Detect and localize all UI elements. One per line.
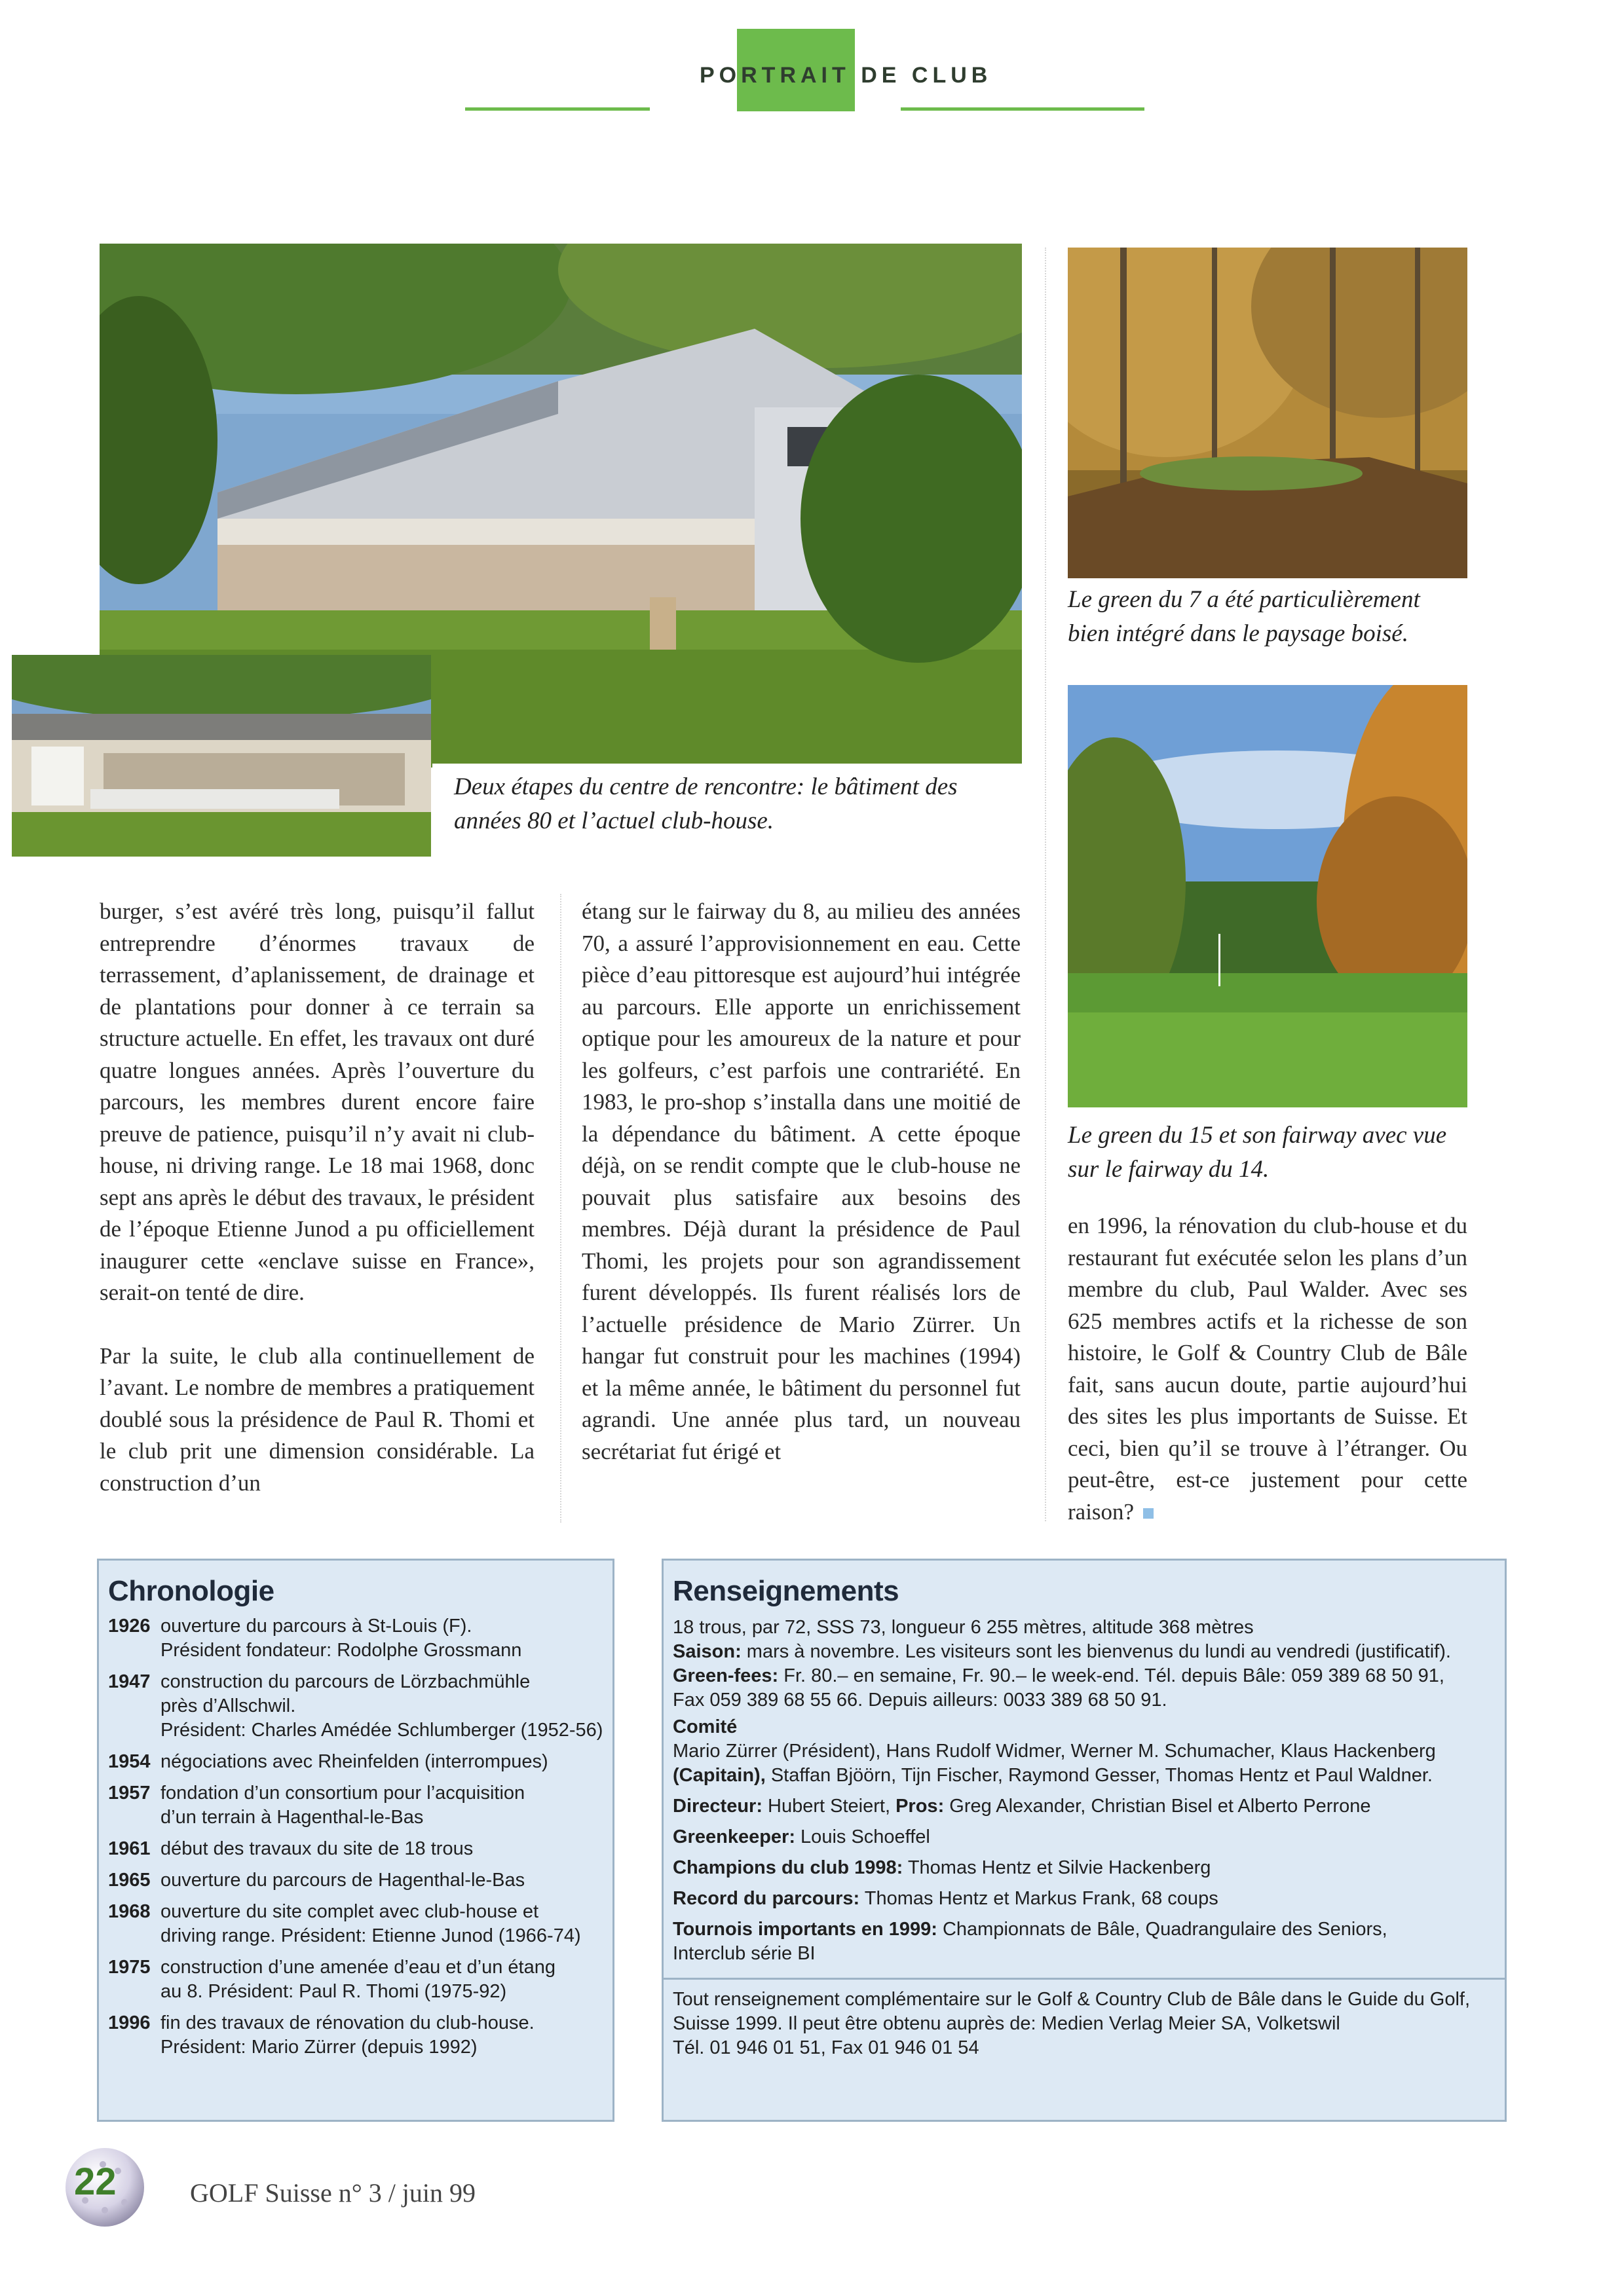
article-column-3 bbox=[1068, 1210, 1467, 1528]
page-number: 22 bbox=[74, 2160, 117, 2203]
section-title: PORTRAIT DE CLUB bbox=[700, 63, 992, 88]
chronologie-entry bbox=[108, 1900, 612, 1948]
column-divider bbox=[560, 894, 561, 1523]
greenkeeper-label: Greenkeeper: bbox=[673, 1826, 795, 1847]
greenfees-label: Green-fees: bbox=[673, 1665, 779, 1686]
chronologie-entry bbox=[108, 1837, 612, 1861]
chronologie-line: fin des travaux de rénovation du club-house. bbox=[160, 2012, 535, 2033]
chronologie-year: 1996 bbox=[108, 2012, 151, 2033]
paragraph: burger, s’est avéré très long, puisqu’il fallut entreprendre d’énormes travaux de terrassement, d’aplanissement, de drainage et de plantations pour donner à ce terrain sa structure actuelle. En effet, les travaux ont duré quatre longues années. Après l’ouverture du parcours, les membres durent encore faire preuve de patience, puisqu’il n’y avait ni club-house, ni driving range. Le 18 mai 1968, donc sept ans après le début des travaux, le président de l’époque Etienne Junod a pu officiellement inaugurer cette «enclave suisse en France», serait-on tenté de dire. bbox=[100, 898, 535, 1305]
comite-president: Mario Zürrer (Président), bbox=[673, 1741, 881, 1762]
chronologie-line: au 8. Président: Paul R. Thomi (1975-92) bbox=[160, 1981, 507, 2002]
champions-line bbox=[673, 1856, 1505, 1880]
renseignements-box bbox=[662, 1559, 1507, 2122]
chronologie-line: driving range. Président: Etienne Junod (1966-74) bbox=[160, 1925, 581, 1946]
comite-line-1 bbox=[673, 1739, 1505, 1764]
chronologie-text bbox=[160, 1837, 612, 1861]
chronologie-line: négociations avec Rheinfelden (interrompues) bbox=[160, 1751, 548, 1772]
directeur-line bbox=[673, 1794, 1505, 1819]
chronologie-year: 1947 bbox=[108, 1671, 151, 1692]
clubhouse-caption: Deux étapes du centre de rencontre: le bâtiment des années 80 et l’actuel club-house. bbox=[454, 773, 958, 834]
chronologie-year: 1961 bbox=[108, 1838, 151, 1859]
chronologie-box bbox=[97, 1559, 614, 2122]
renseignements-title: Renseignements bbox=[673, 1575, 899, 1607]
paragraph: étang sur le fairway du 8, au milieu des années 70, a assuré l’approvisionnement en eau. Cette pièce d’eau pittoresque est aujourd’hui intégrée au parcours. Elle apporte un enrichissement optique pour les amoureux de la nature et pour les golfeurs, c’est parfois une contrariété. En 1983, le pro-shop s’installa dans une moitié de la dépendance du bâtiment. A cette époque déjà, on se rendit compte que le club-house ne pouvait plus satisfaire aux besoins des membres. Déjà durant la présidence de Paul Thomi, les projets pour son agrandissement furent développés. Ils furent réalisés lors de l’actuelle présidence de Mario Zürrer. Un hangar fut construit pour les machines (1994) et la même année, le bâtiment du personnel fut agrandi. Une année plus tard, un nouveau secrétariat fut érigé et bbox=[582, 898, 1021, 1464]
tournois-line bbox=[673, 1917, 1505, 1942]
end-of-article-square bbox=[1143, 1508, 1154, 1519]
chronologie-line: ouverture du site complet avec club-house et bbox=[160, 1901, 539, 1922]
chronologie-text bbox=[160, 2011, 612, 2060]
course-summary: 18 trous, par 72, SSS 73, longueur 6 255 mètres, altitude 368 mètres bbox=[673, 1617, 1254, 1638]
chronologie-entry bbox=[108, 1868, 612, 1893]
green7-photo bbox=[1068, 248, 1467, 578]
saison-label: Saison: bbox=[673, 1641, 742, 1662]
chronologie-entry bbox=[108, 1955, 612, 2004]
publication-info: GOLF Suisse n° 3 / juin 99 bbox=[190, 2178, 476, 2208]
record-line bbox=[673, 1887, 1505, 1911]
chronologie-line: construction d’une amenée d’eau et d’un étang bbox=[160, 1957, 556, 1978]
chronologie-line: construction du parcours de Lörzbachmühle bbox=[160, 1671, 531, 1692]
directeur-label: Directeur: bbox=[673, 1796, 763, 1817]
paragraph bbox=[1068, 1210, 1467, 1528]
greenfees-text: Fr. 80.– en semaine, Fr. 90.– le week-end. Tél. depuis Bâle: 059 389 68 50 91, bbox=[778, 1665, 1444, 1686]
paragraph-text: en 1996, la rénovation du club-house et du restaurant fut exécutée selon les plans d’un membre du club, Paul Walder. Avec ses 625 membres actifs et la richesse de son histoire, le Golf & Country Club de Bâle fait, sans aucun doute, partie aujourd’hui des sites les plus importants de Suisse. Et ceci, bien qu’il se trouve à l’étranger. Ou peut-être, est-ce justement pour cette raison? bbox=[1068, 1213, 1467, 1525]
building-80s-photo bbox=[12, 655, 431, 857]
renseignements-footer bbox=[673, 1988, 1505, 2060]
chronologie-line: ouverture du parcours de Hagenthal-le-Bas bbox=[160, 1870, 525, 1891]
chronologie-year: 1965 bbox=[108, 1870, 151, 1891]
box-divider bbox=[664, 1978, 1505, 1980]
greenkeeper-line bbox=[673, 1825, 1505, 1849]
record-label: Record du parcours: bbox=[673, 1888, 860, 1909]
column-divider bbox=[1045, 248, 1046, 1521]
chronologie-line: ouverture du parcours à St-Louis (F). bbox=[160, 1616, 472, 1637]
paragraph: Par la suite, le club alla continuellement de l’avant. Le nombre de membres a pratiquement doublé sous la présidence de Paul R. Thomi et le club prit une dimension considérable. La construction d’un bbox=[100, 1342, 535, 1496]
chronologie-entry bbox=[108, 1614, 612, 1663]
chronologie-year: 1968 bbox=[108, 1901, 151, 1922]
chronologie-text bbox=[160, 1955, 612, 2004]
green15-photo bbox=[1068, 685, 1467, 1107]
chronologie-text bbox=[160, 1781, 612, 1830]
comite-capitain: (Capitain), bbox=[673, 1765, 766, 1786]
footer-line-1: Tout renseignement complémentaire sur le Golf & Country Club de Bâle dans le Guide du Golf, bbox=[673, 1989, 1471, 2010]
chronologie-line: près d’Allschwil. bbox=[160, 1695, 296, 1716]
article-column-2 bbox=[582, 896, 1021, 1468]
tournois-text: Championnats de Bâle, Quadrangulaire des Seniors, bbox=[937, 1919, 1387, 1940]
chronologie-text bbox=[160, 1900, 612, 1948]
header-rule-right bbox=[901, 107, 1144, 111]
chronologie-year: 1954 bbox=[108, 1751, 151, 1772]
header-rule-left bbox=[465, 107, 650, 111]
footer-line-3: Tél. 01 946 01 51, Fax 01 946 01 54 bbox=[673, 2037, 979, 2058]
greenfees-line-2: Fax 059 389 68 55 66. Depuis ailleurs: 0033 389 68 50 91. bbox=[673, 1690, 1167, 1711]
chronologie-text bbox=[160, 1670, 612, 1743]
chronologie-entry bbox=[108, 1670, 612, 1743]
chronologie-line: début des travaux du site de 18 trous bbox=[160, 1838, 474, 1859]
comite-label: Comité bbox=[673, 1716, 738, 1737]
greenkeeper-text: Louis Schoeffel bbox=[795, 1826, 930, 1847]
chronologie-text bbox=[160, 1868, 612, 1893]
champions-text: Thomas Hentz et Silvie Hackenberg bbox=[903, 1857, 1211, 1878]
tournois-line-2: Interclub série BI bbox=[673, 1943, 816, 1964]
chronologie-year: 1926 bbox=[108, 1616, 151, 1637]
green7-caption: Le green du 7 a été particulièrement bien intégré dans le paysage boisé. bbox=[1068, 586, 1420, 647]
chronologie-text bbox=[160, 1614, 612, 1663]
chronologie-text bbox=[160, 1750, 612, 1774]
green15-caption: Le green du 15 et son fairway avec vue sur le fairway du 14. bbox=[1068, 1122, 1447, 1183]
comite-heading bbox=[673, 1715, 1505, 1739]
champions-label: Champions du club 1998: bbox=[673, 1857, 903, 1878]
comite-line-2 bbox=[673, 1764, 1505, 1788]
renseignements-content bbox=[673, 1616, 1505, 1966]
greenfees-line bbox=[673, 1664, 1505, 1688]
chronologie-line: d’un terrain à Hagenthal-le-Bas bbox=[160, 1807, 424, 1828]
tournois-label: Tournois importants en 1999: bbox=[673, 1919, 937, 1940]
record-text: Thomas Hentz et Markus Frank, 68 coups bbox=[859, 1888, 1218, 1909]
saison-line bbox=[673, 1640, 1505, 1664]
chronologie-year: 1957 bbox=[108, 1783, 151, 1804]
chronologie-entry bbox=[108, 2011, 612, 2060]
directeur-text: Hubert Steiert, bbox=[763, 1796, 891, 1817]
footer-line-2: Suisse 1999. Il peut être obtenu auprès de: Medien Verlag Meier SA, Volketswil bbox=[673, 2013, 1340, 2034]
chronologie-line: Président: Mario Zürrer (depuis 1992) bbox=[160, 2037, 478, 2058]
article-column-1 bbox=[100, 896, 535, 1499]
chronologie-line: fondation d’un consortium pour l’acquisition bbox=[160, 1783, 525, 1804]
chronologie-line: Président: Charles Amédée Schlumberger (1952-56) bbox=[160, 1720, 603, 1741]
chronologie-entry bbox=[108, 1750, 612, 1774]
chronologie-year: 1975 bbox=[108, 1957, 151, 1978]
comite-members-1: Hans Rudolf Widmer, Werner M. Schumacher, Klaus Hackenberg bbox=[880, 1741, 1436, 1762]
chronologie-title: Chronologie bbox=[108, 1575, 274, 1607]
pros-label: Pros: bbox=[895, 1796, 945, 1817]
chronologie-line: Président fondateur: Rodolphe Grossmann bbox=[160, 1640, 522, 1661]
pros-text: Greg Alexander, Christian Bisel et Alberto Perrone bbox=[944, 1796, 1371, 1817]
saison-text: mars à novembre. Les visiteurs sont les bienvenus du lundi au vendredi (justificatif). bbox=[741, 1641, 1451, 1662]
chronologie-list bbox=[108, 1614, 612, 2060]
comite-members-2: Staffan Bjöörn, Tijn Fischer, Raymond Gesser, Thomas Hentz et Paul Waldner. bbox=[765, 1765, 1433, 1786]
chronologie-entry bbox=[108, 1781, 612, 1830]
